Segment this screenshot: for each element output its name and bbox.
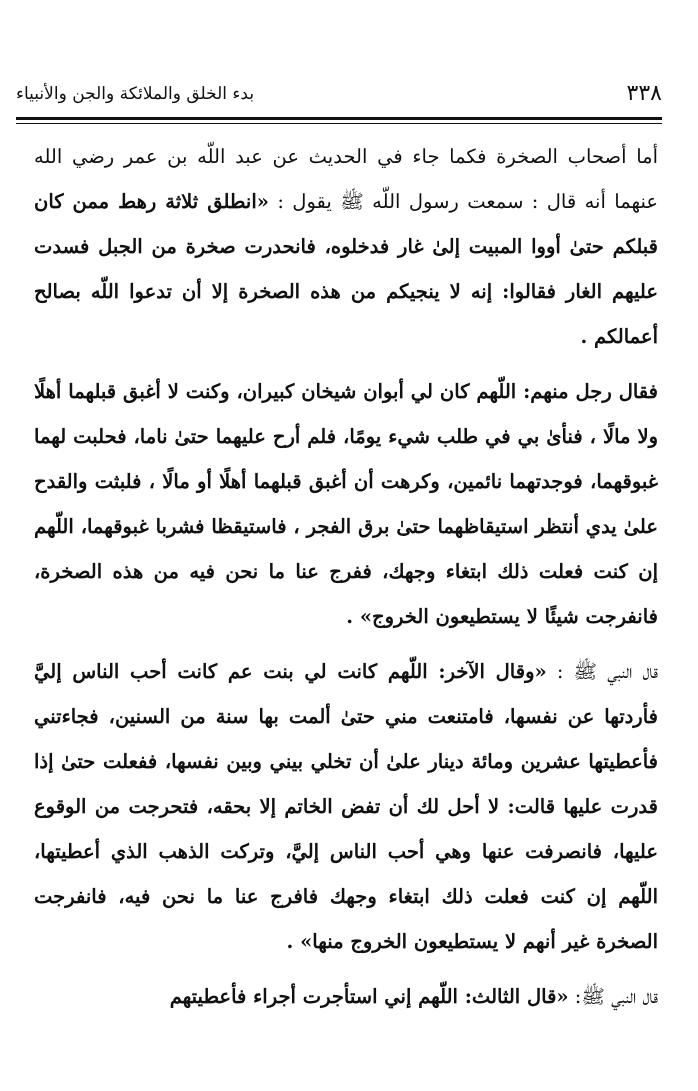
header-rule-thin [16, 123, 662, 124]
page-body [34, 134, 658, 1019]
paragraph-intro: قال النبي ﷺ: [568, 985, 658, 1008]
running-title: بدء الخلق والملائكة والجن والأنبياء [16, 84, 255, 104]
paragraph-3 [34, 649, 658, 964]
hadith-quote: «وقال الآخر: اللّهم كانت لي بنت عم كانت أحب الناس إليَّ فأردتها عن نفسها، فامتنعت مني حتىٰ ألمت بها سنة من السنين، فجاءتني فأعطيتها عشرين ومائة دينار علىٰ أن تخلي بيني وبين نفسها، ففعلت حتىٰ إذا قدرت عليها قالت: لا أحل لك أن تفض الخاتم إلا بحقه، فتحرجت من الوقوع عليها، فانصرفت عنها وهي أحب الناس إليَّ، وتركت الذهب الذي أعطيتها، اللّهم إن كنت فعلت ذلك ابتغاء وجهك فافرج عنا ما نحن فيه، فانفرجت الصخرة غير أنهم لا يستطيعون الخروج منها» . [34, 660, 658, 953]
paragraph-4 [34, 974, 658, 1019]
paragraph-1 [34, 134, 658, 359]
hadith-quote: «انطلق ثلاثة رهط ممن كان قبلكم حتىٰ أووا المبيت إلىٰ غار فدخلوه، فانحدرت صخرة من الجبل فسدت عليهم الغار فقالوا: إنه لا ينجيكم من هذه الصخرة إلا أن تدعوا اللّه بصالح أعمالكم . [34, 190, 658, 348]
paragraph-2 [34, 369, 658, 639]
paragraph-intro: قال النبي ﷺ : [546, 660, 659, 683]
hadith-quote: فقال رجل منهم: اللّهم كان لي أبوان شيخان كبيران، وكنت لا أغبق قبلهما أهلًا ولا مالًا ، فنأىٰ بي في طلب شيء يومًا، فلم أرح عليهما حتىٰ ناما، فحلبت لهما غبوقهما، فوجدتهما نائمين، وكرهت أن أغبق قبلهما أهلًا أو مالًا ، فلبثت والقدح علىٰ يدي أنتظر استيقاظهما حتىٰ برق الفجر ، فاستيقظا فشربا غبوقهما، اللّهم إن كنت فعلت ذلك ابتغاء وجهك، ففرج عنا ما نحن فيه من هذه الصخرة، فانفرجت شيئًا لا يستطيعون الخروج» . [34, 380, 658, 628]
page-header [16, 66, 662, 110]
paragraph-intro: أما أصحاب الصخرة فكما جاء في الحديث عن عبد اللّه بن عمر رضي الله عنهما أنه قال : سمعت رسول اللّه ﷺ يقول : [34, 145, 658, 213]
page-number: ٣٣٨ [626, 81, 662, 106]
hadith-quote: «قال الثالث: اللّهم إني استأجرت أجراء فأعطيتهم [169, 985, 569, 1008]
header-rule-thick [16, 117, 662, 120]
